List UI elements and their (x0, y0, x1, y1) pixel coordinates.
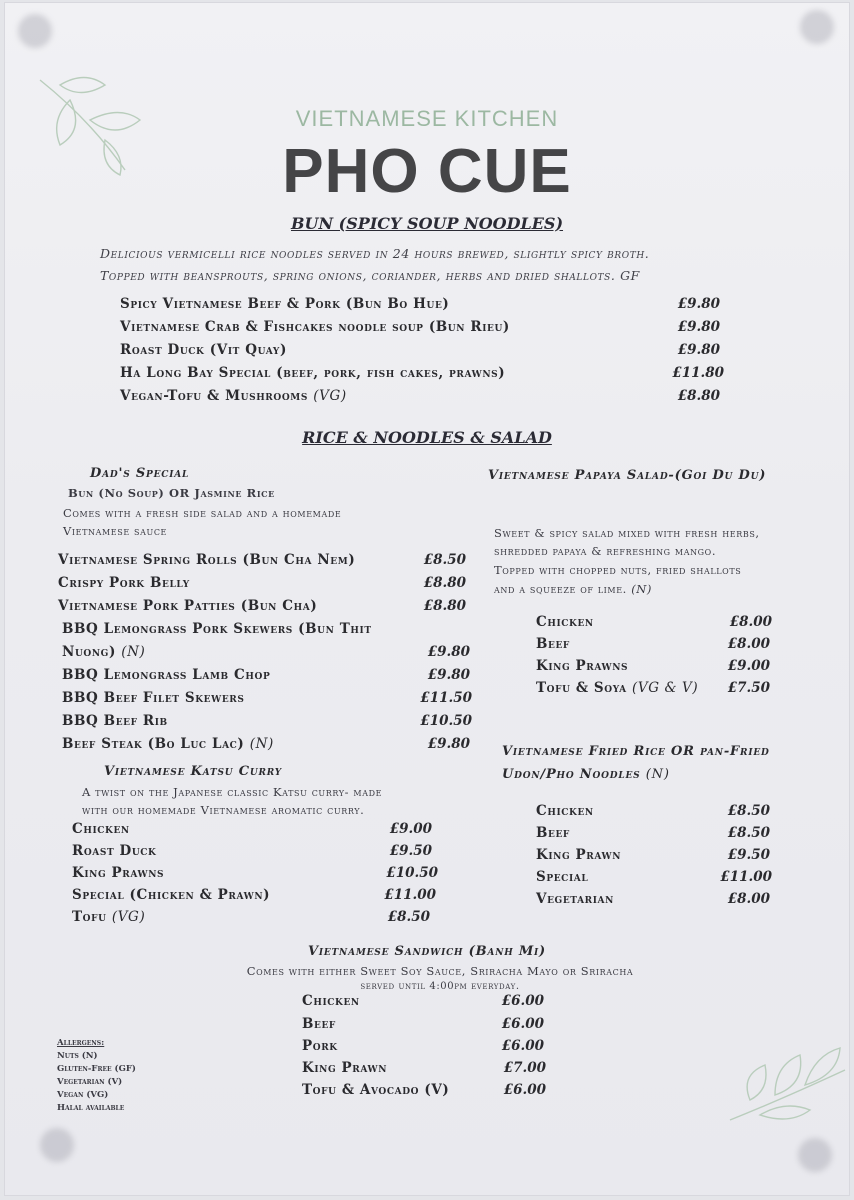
item-price: £8.80 (423, 598, 466, 614)
menu-item-row (72, 909, 430, 925)
banh-mi-title: Vietnamese Sandwich (Banh Mi) (307, 944, 546, 959)
menu-item-row (302, 1016, 544, 1032)
item-name: Chicken (536, 803, 594, 819)
banh-mi-description-line: Comes with either Sweet Soy Sauce, Sriracha Mayo or Sriracha (246, 964, 634, 978)
katsu-description-line: with our homemade Vietnamese aromatic curry. (82, 803, 365, 817)
menu-item-row (536, 658, 770, 674)
menu-item-row (536, 891, 770, 907)
allergen-line: Nuts (N) (57, 1051, 98, 1061)
papaya-description-text: and a squeeze of lime. (494, 582, 627, 596)
menu-item-row (62, 667, 470, 683)
item-price: £8.50 (727, 803, 770, 819)
menu-item-row (536, 614, 772, 630)
item-note: (VG) (313, 388, 347, 404)
item-name: Crispy Pork Belly (58, 575, 190, 591)
papaya-description-line (494, 580, 652, 598)
item-note: (N) (631, 582, 653, 596)
item-name: Chicken (72, 821, 130, 837)
menu-item-row (72, 843, 432, 859)
item-name: Roast Duck (72, 843, 157, 859)
item-name: Nuong) (62, 644, 116, 660)
menu-item-row (120, 342, 720, 358)
item-note: (VG) (111, 909, 146, 925)
item-note: (N) (121, 644, 146, 660)
item-name: Tofu (72, 909, 107, 925)
allergen-line: Halal available (57, 1103, 125, 1113)
item-price: £9.80 (427, 736, 470, 752)
item-price: £10.50 (420, 713, 472, 729)
banh-mi-description-line: served until 4:00pm everyday. (360, 981, 520, 992)
item-name: Pork (302, 1038, 338, 1054)
menu-item-row (120, 365, 724, 381)
menu-item-row (536, 636, 770, 652)
papaya-salad-title: Vietnamese Papaya Salad-(Goi Du Du) (488, 468, 767, 483)
item-name: Beef (536, 825, 570, 841)
menu-item-row (62, 621, 466, 637)
item-name: Vietnamese Crab & Fishcakes noodle soup (Bun Rieu) (120, 319, 510, 335)
item-price: £9.80 (427, 644, 470, 660)
allergens-heading: Allergens: (57, 1038, 105, 1048)
item-name: Vietnamese Spring Rolls (Bun Cha Nem) (58, 552, 356, 568)
item-name: Vietnamese Pork Patties (Bun Cha) (58, 598, 318, 614)
item-name: Ha Long Bay Special (beef, pork, fish cakes, prawns) (120, 365, 506, 381)
item-price: £9.50 (389, 843, 432, 859)
item-price: £8.00 (727, 891, 770, 907)
menu-item-row (536, 803, 770, 819)
item-name: Special (Chicken & Prawn) (72, 887, 271, 903)
item-name: Beef Steak (Bo Luc Lac) (62, 736, 245, 752)
papaya-description-line: Sweet & spicy salad mixed with fresh herbs, (494, 526, 760, 540)
item-price: £8.50 (387, 909, 430, 925)
pin-mark (798, 1138, 832, 1172)
item-name: Tofu & Soya (536, 680, 627, 696)
pin-mark (800, 10, 834, 44)
dads-special-line: Vietnamese sauce (63, 524, 167, 538)
menu-item-row (62, 713, 472, 729)
item-name: Special (536, 869, 589, 885)
restaurant-subtitle: VIETNAMESE KITCHEN (295, 106, 559, 131)
item-note: (N) (645, 767, 670, 782)
item-price: £7.50 (727, 680, 770, 696)
item-price: £8.80 (677, 388, 720, 404)
item-price: £7.00 (503, 1060, 546, 1076)
menu-item-row (62, 644, 470, 660)
item-price: £9.50 (727, 847, 770, 863)
item-name: Beef (302, 1016, 336, 1032)
menu-item-row (536, 869, 772, 885)
bun-description-line: Delicious vermicelli rice noodles served in 24 hours brewed, slightly spicy broth. (100, 246, 650, 261)
item-name: Chicken (302, 993, 360, 1009)
menu-item-row (302, 1060, 546, 1076)
menu-item-row (120, 296, 720, 312)
item-name: BBQ Lemongrass Pork Skewers (Bun Thit (62, 621, 372, 637)
item-price: £10.50 (386, 865, 438, 881)
item-price: £6.00 (503, 1082, 546, 1098)
pin-mark (40, 1128, 74, 1162)
item-price: £9.00 (727, 658, 770, 674)
item-price: £9.80 (427, 667, 470, 683)
item-price: £11.50 (420, 690, 472, 706)
item-name: BBQ Beef Filet Skewers (62, 690, 245, 706)
menu-item-row (302, 1082, 546, 1098)
item-price: £9.80 (677, 342, 720, 358)
menu-item-row (58, 598, 466, 614)
item-price: £11.00 (720, 869, 772, 885)
item-price: £9.00 (389, 821, 432, 837)
item-price: £6.00 (501, 1016, 544, 1032)
item-name: King Prawns (536, 658, 629, 674)
section-heading-rice: RICE & NOODLES & SALAD (302, 428, 552, 447)
menu-item-row (536, 680, 770, 696)
item-name: Tofu & Avocado (V) (302, 1082, 450, 1098)
dads-special-line: Bun (No Soup) OR Jasmine Rice (68, 486, 275, 500)
katsu-description-line: A twist on the Japanese classic Katsu curry- made (82, 785, 383, 799)
menu-item-row (120, 319, 720, 335)
fried-rice-title: Vietnamese Fried Rice OR pan-Fried (502, 744, 770, 759)
item-price: £11.00 (384, 887, 436, 903)
restaurant-title: PHO CUE (282, 137, 572, 206)
menu-item-row (72, 865, 438, 881)
menu-item-row (302, 1038, 544, 1054)
item-price: £8.80 (423, 575, 466, 591)
menu-item-row (62, 736, 470, 752)
katsu-title: Vietnamese Katsu Curry (104, 764, 283, 779)
item-name: BBQ Lemongrass Lamb Chop (62, 667, 271, 683)
menu-item-row (120, 388, 720, 404)
item-price: £8.50 (727, 825, 770, 841)
fried-rice-title-text: Udon/Pho Noodles (502, 767, 641, 782)
menu-item-row (72, 887, 436, 903)
item-name: Chicken (536, 614, 594, 630)
item-name: King Prawn (536, 847, 622, 863)
item-name: King Prawns (72, 865, 165, 881)
papaya-description-line: shredded papaya & refreshing mango. (494, 544, 717, 558)
allergen-line: Vegan (VG) (57, 1090, 109, 1100)
dads-special-title: Dad's Special (90, 466, 190, 481)
item-price: £6.00 (501, 993, 544, 1009)
allergens-key (57, 1037, 136, 1115)
section-heading-bun: BUN (SPICY SOUP NOODLES) (290, 214, 564, 233)
leaf-decoration-icon (720, 1030, 850, 1140)
item-name: Vegan-Tofu & Mushrooms (120, 388, 308, 404)
item-name: BBQ Beef Rib (62, 713, 168, 729)
menu-item-row (58, 552, 466, 568)
item-name: Roast Duck (Vit Quay) (120, 342, 287, 358)
allergen-line: Gluten-Free (GF) (57, 1064, 136, 1074)
item-note: (VG & V) (632, 680, 699, 696)
dads-special-line: Comes with a fresh side salad and a homemade (63, 506, 342, 520)
menu-item-row (302, 993, 544, 1009)
item-price: £8.00 (729, 614, 772, 630)
bun-description-line: Topped with beansprouts, spring onions, coriander, herbs and dried shallots. GF (100, 268, 640, 283)
fried-rice-title (502, 767, 670, 782)
item-note: (N) (249, 736, 274, 752)
menu-item-row (536, 825, 770, 841)
item-name: Beef (536, 636, 570, 652)
papaya-description-line: Topped with chopped nuts, fried shallots (494, 563, 742, 577)
item-price: £8.00 (727, 636, 770, 652)
item-name: King Prawn (302, 1060, 388, 1076)
menu-item-row (72, 821, 432, 837)
item-price: £6.00 (501, 1038, 544, 1054)
pin-mark (18, 14, 52, 48)
allergen-line: Vegetarian (V) (57, 1077, 123, 1087)
item-name: Spicy Vietnamese Beef & Pork (Bun Bo Hue) (120, 296, 450, 312)
item-price: £11.80 (672, 365, 724, 381)
item-name: Vegetarian (536, 891, 614, 907)
menu-item-row (58, 575, 466, 591)
item-price: £9.80 (677, 296, 720, 312)
menu-item-row (536, 847, 770, 863)
item-price: £8.50 (423, 552, 466, 568)
item-price: £9.80 (677, 319, 720, 335)
menu-item-row (62, 690, 472, 706)
